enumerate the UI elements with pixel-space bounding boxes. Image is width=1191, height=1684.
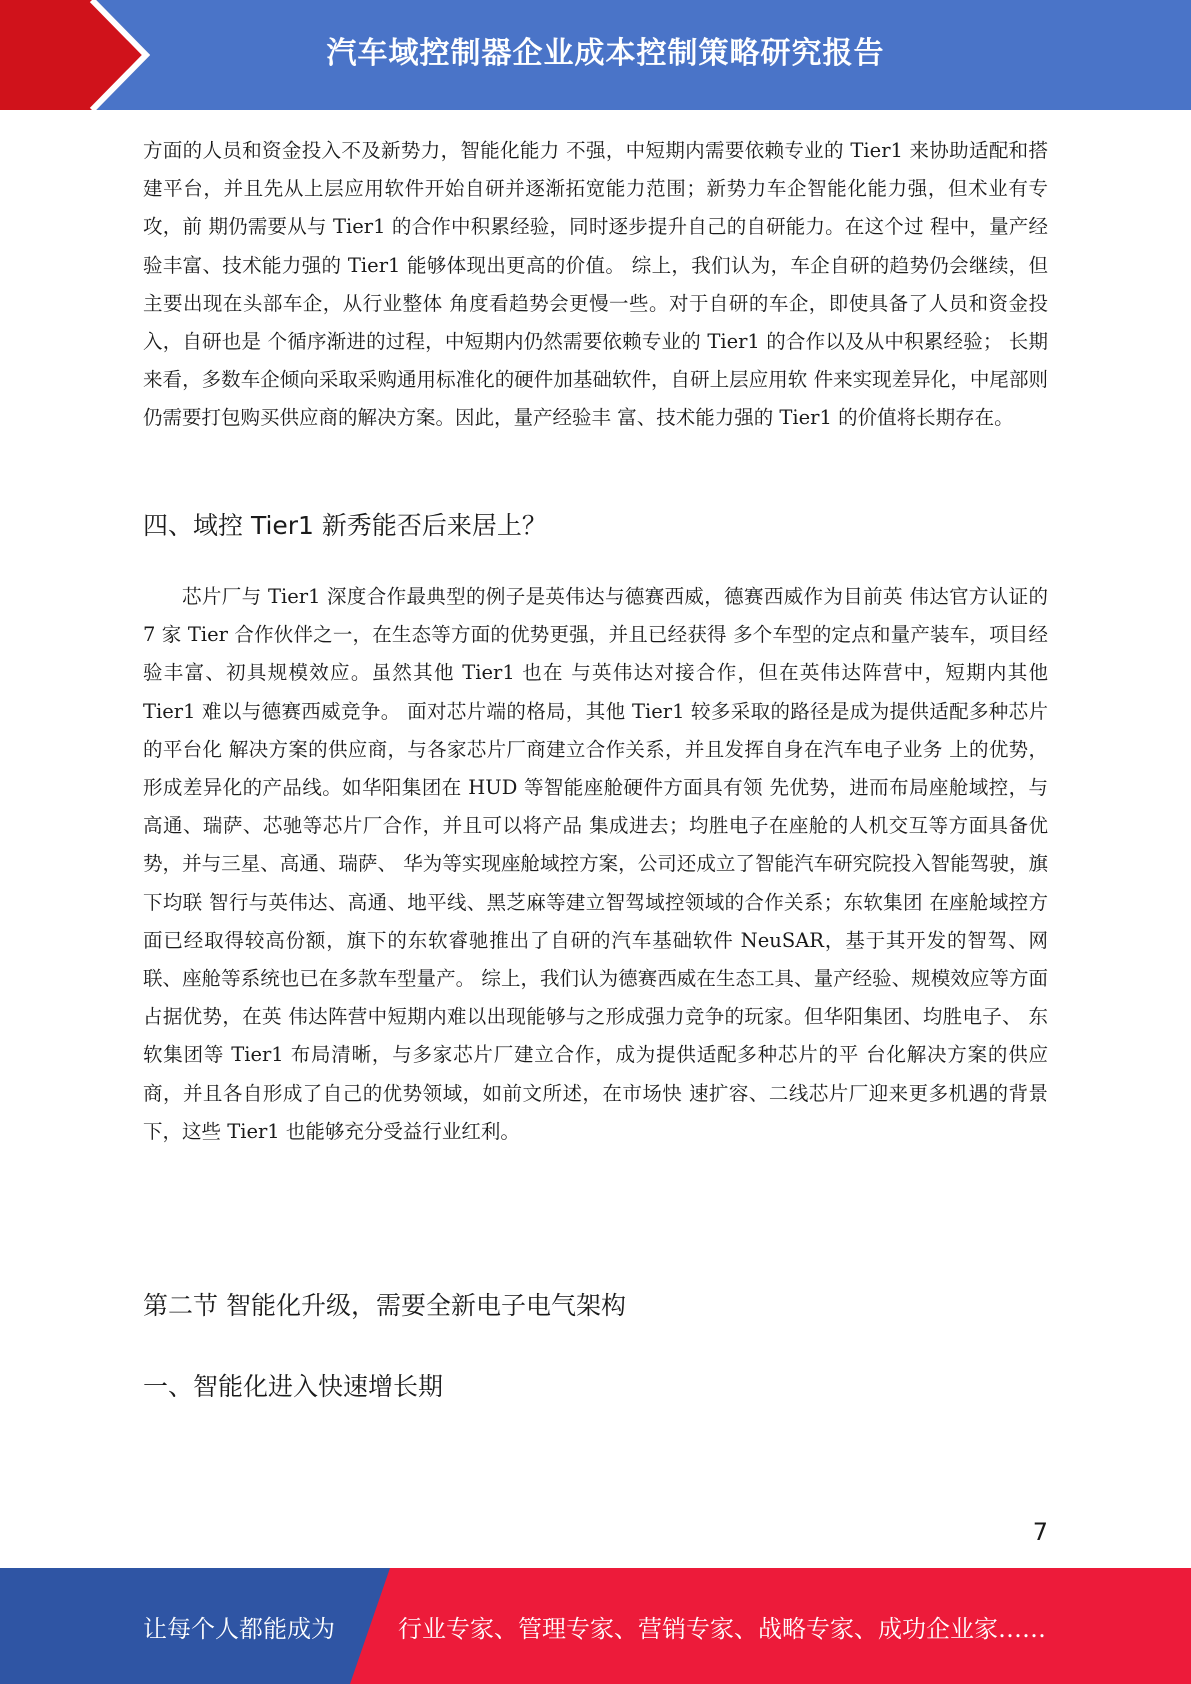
- footer-slogan-left: 让每个人都能成为: [143, 1614, 335, 1643]
- page-footer: [0, 1568, 1191, 1684]
- page-header: [0, 0, 1191, 110]
- body-paragraph-1: 方面的人员和资金投入不及新势力，智能化能力 不强，中短期内需要依赖专业的 Tier1 来协助适配和搭建平台，并且先从上层应用软件开始自研并逐渐拓宽能力范围；新势力车企智能化能力强，但术业有专攻，前 期仍需要从与 Tier1 的合作中积累经验，同时逐步提升自己的自研能力。在这个过 程中，量产经验丰富、技术能力强的 Tier1 能够体现出更高的价值。 综上，我们认为，车企自研的趋势仍会继续，但主要出现在头部车企，从行业整体 角度看趋势会更慢一些。对于自研的车企，即使具备了人员和资金投入，自研也是 个循序渐进的过程，中短期内仍然需要依赖专业的 Tier1 的合作以及从中积累经验； 长期来看，多数车企倾向采取采购通用标准化的硬件加基础软件，自研上层应用软 件来实现差异化，中尾部则仍需要打包购买供应商的解决方案。因此，量产经验丰 富、技术能力强的 Tier1 的价值将长期存在。: [143, 139, 1048, 430]
- report-title: 汽车域控制器企业成本控制策略研究报告: [326, 36, 885, 71]
- header-red-arrow-decoration: [0, 0, 150, 110]
- chapter-section-heading: 第二节 智能化升级，需要全新电子电气架构: [143, 1291, 626, 1320]
- section-heading-4: 四、域控 Tier1 新秀能否后来居上？: [143, 511, 547, 540]
- footer-slogan-right: 行业专家、管理专家、营销专家、战略专家、成功企业家……: [398, 1614, 1046, 1643]
- page-number: 7: [1032, 1518, 1048, 1546]
- subsection-heading-1: 一、智能化进入快速增长期: [143, 1372, 444, 1401]
- body-paragraph-2: 芯片厂与 Tier1 深度合作最典型的例子是英伟达与德赛西威，德赛西威作为目前英 伟达官方认证的 7 家 Tier 合作伙伴之一，在生态等方面的优势更强，并且已经获得 多个车型的定点和量产装车，项目经验丰富、初具规模效应。虽然其他 Tier1 也在 与英伟达对接合作，但在英伟达阵营中，短期内其他 Tier1 难以与德赛西威竞争。 面对芯片端的格局，其他 Tier1 较多采取的路径是成为提供适配多种芯片的平台化 解决方案的供应商，与各家芯片厂商建立合作关系，并且发挥自身在汽车电子业务 上的优势，形成差异化的产品线。如华阳集团在 HUD 等智能座舱硬件方面具有领 先优势，进而布局座舱域控，与高通、瑞萨、芯驰等芯片厂合作，并且可以将产品 集成进去；均胜电子在座舱的人机交互等方面具备优势，并与三星、高通、瑞萨、 华为等实现座舱域控方案，公司还成立了智能汽车研究院投入智能驾驶，旗下均联 智行与英伟达、高通、地平线、黑芝麻等建立智驾域控领域的合作关系；东软集团 在座舱域控方面已经取得较高份额，旗下的东软睿驰推出了自研的汽车基础软件 NeuSAR，基于其开发的智驾、网联、座舱等系统也已在多款车型量产。 综上，我们认为德赛西威在生态工具、量产经验、规模效应等方面占据优势，在英 伟达阵营中短期内难以出现能够与之形成强力竞争的玩家。但华阳集团、均胜电子、 东软集团等 Tier1 布局清晰，与多家芯片厂建立合作，成为提供适配多种芯片的平 台化解决方案的供应商，并且各自形成了自己的优势领域，如前文所述，在市场快 速扩容、二线芯片厂迎来更多机遇的背景下，这些 Tier1 也能够充分受益行业红利。: [143, 585, 1048, 1143]
